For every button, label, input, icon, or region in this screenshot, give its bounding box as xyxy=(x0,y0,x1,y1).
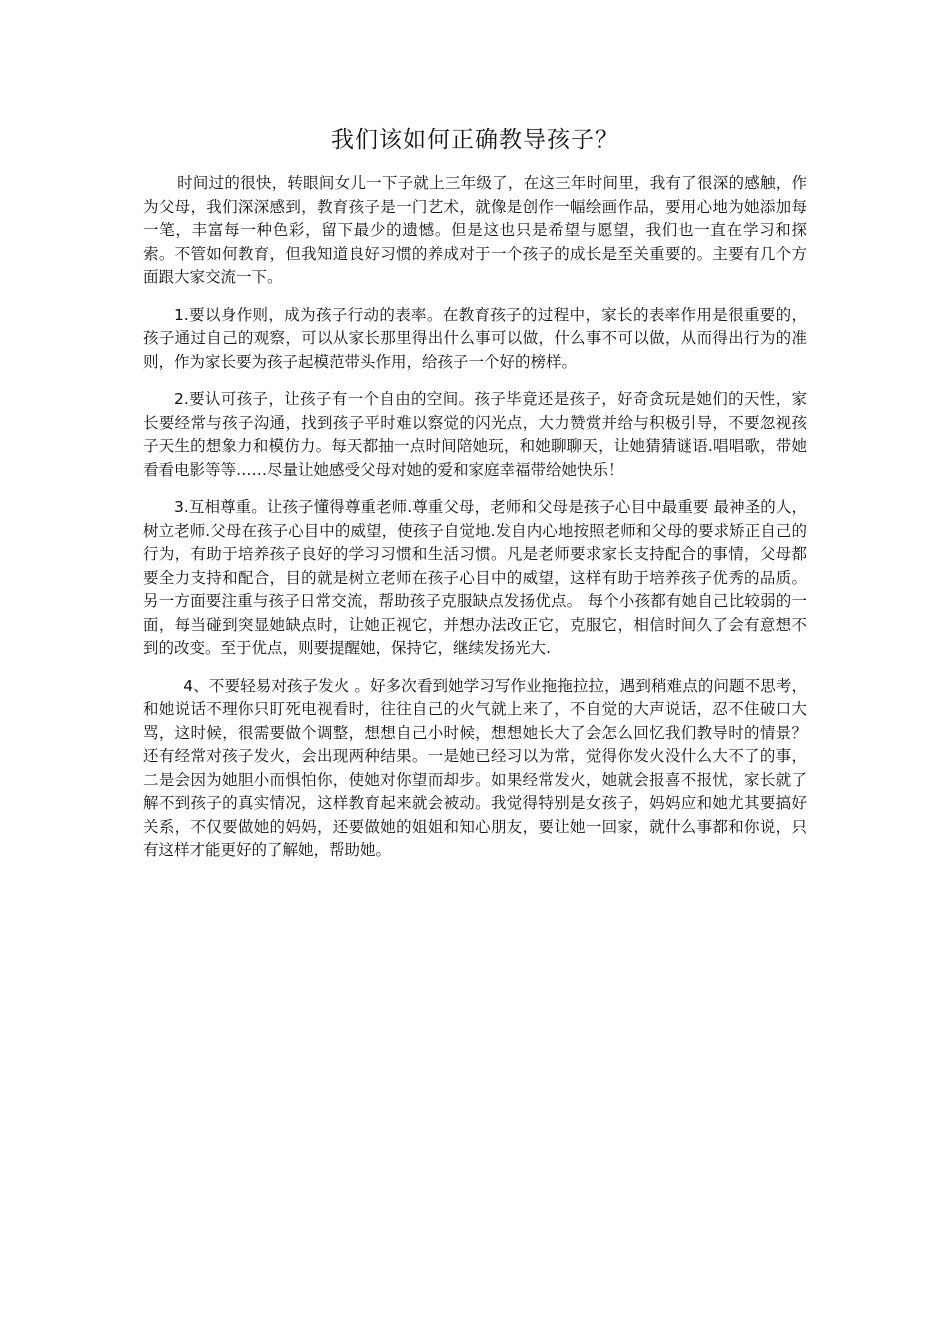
point-1-paragraph: 1.要以身作则，成为孩子行动的表率。在教育孩子的过程中，家长的表率作用是很重要的，孩子通过自己的观察，可以从家长那里得出什么事可以做，什么事不可以做，从而得出行为的准则，作为家长要为孩子起模范带头作用，给孩子一个好的榜样。 xyxy=(143,305,807,371)
point-2-paragraph: 2.要认可孩子，让孩子有一个自由的空间。孩子毕竟还是孩子，好奇贪玩是她们的天性，家长要经常与孩子沟通，找到孩子平时难以察觉的闪光点，大力赞赏并给与积极引导，不要忽视孩子天生的想象力和模仿力。每天都抽一点时间陪她玩，和她聊聊天，让她猜猜谜语.唱唱歌，带她看看电影等等……尽量让她感受父母对她的爱和家庭幸福带给她快乐！ xyxy=(143,390,807,479)
point-3-paragraph: 3.互相尊重。让孩子懂得尊重老师.尊重父母，老师和父母是孩子心目中最重要 最神圣的人，树立老师.父母在孩子心目中的威望，使孩子自觉地.发自内心地按照老师和父母的要求矫正自己的行为，有助于培养孩子良好的学习习惯和生活习惯。凡是老师要求家长支持配合的事情，父母都要全力支持和配合，目的就是树立老师在孩子心目中的威望，这样有助于培养孩子优秀的品质。另一方面要注重与孩子日常交流，帮助孩子克服缺点发扬优点。 每个小孩都有她自己比较弱的一面，每当碰到突显她缺点时，让她正视它，并想办法改正它，克服它，相信时间久了会有意想不到的改变。至于优点，则要提醒她，保持它，继续发扬光大. xyxy=(143,498,807,657)
point-4-paragraph: 4、不要轻易对孩子发火 。好多次看到她学习写作业拖拖拉拉，遇到稍难点的问题不思考，和她说话不理你只盯死电视看时，往往自己的火气就上来了，不自觉的大声说话，忍不住破口大骂，这时候，很需要做个调整，想想自己小时候，想想她长大了会怎么回忆我们教导时的情景？还有经常对孩子发火，会出现两种结果。一是她已经习以为常，觉得你发火没什么大不了的事，二是会因为她胆小而惧怕你，使她对你望而却步。如果经常发火，她就会报喜不报忧，家长就了解不到孩子的真实情况，这样教育起来就会被动。我觉得特别是女孩子，妈妈应和她尤其要搞好关系，不仅要做她的妈妈，还要做她的姐姐和知心朋友，要让她一回家，就什么事都和你说，只有这样才能更好的了解她，帮助她。 xyxy=(143,676,807,859)
intro-paragraph: 时间过的很快，转眼间女儿一下子就上三年级了，在这三年时间里，我有了很深的感触，作为父母，我们深深感到，教育孩子是一门艺术，就像是创作一幅绘画作品，要用心地为她添加每一笔，丰富每一种色彩，留下最少的遗憾。但是这也只是希望与愿望，我们也一直在学习和探索。不管如何教育，但我知道良好习惯的养成对于一个孩子的成长是至关重要的。主要有几个方面跟大家交流一下。 xyxy=(143,174,807,286)
document-body xyxy=(143,172,807,877)
document-title: 我们该如何正确教导孩子？ xyxy=(331,127,619,153)
